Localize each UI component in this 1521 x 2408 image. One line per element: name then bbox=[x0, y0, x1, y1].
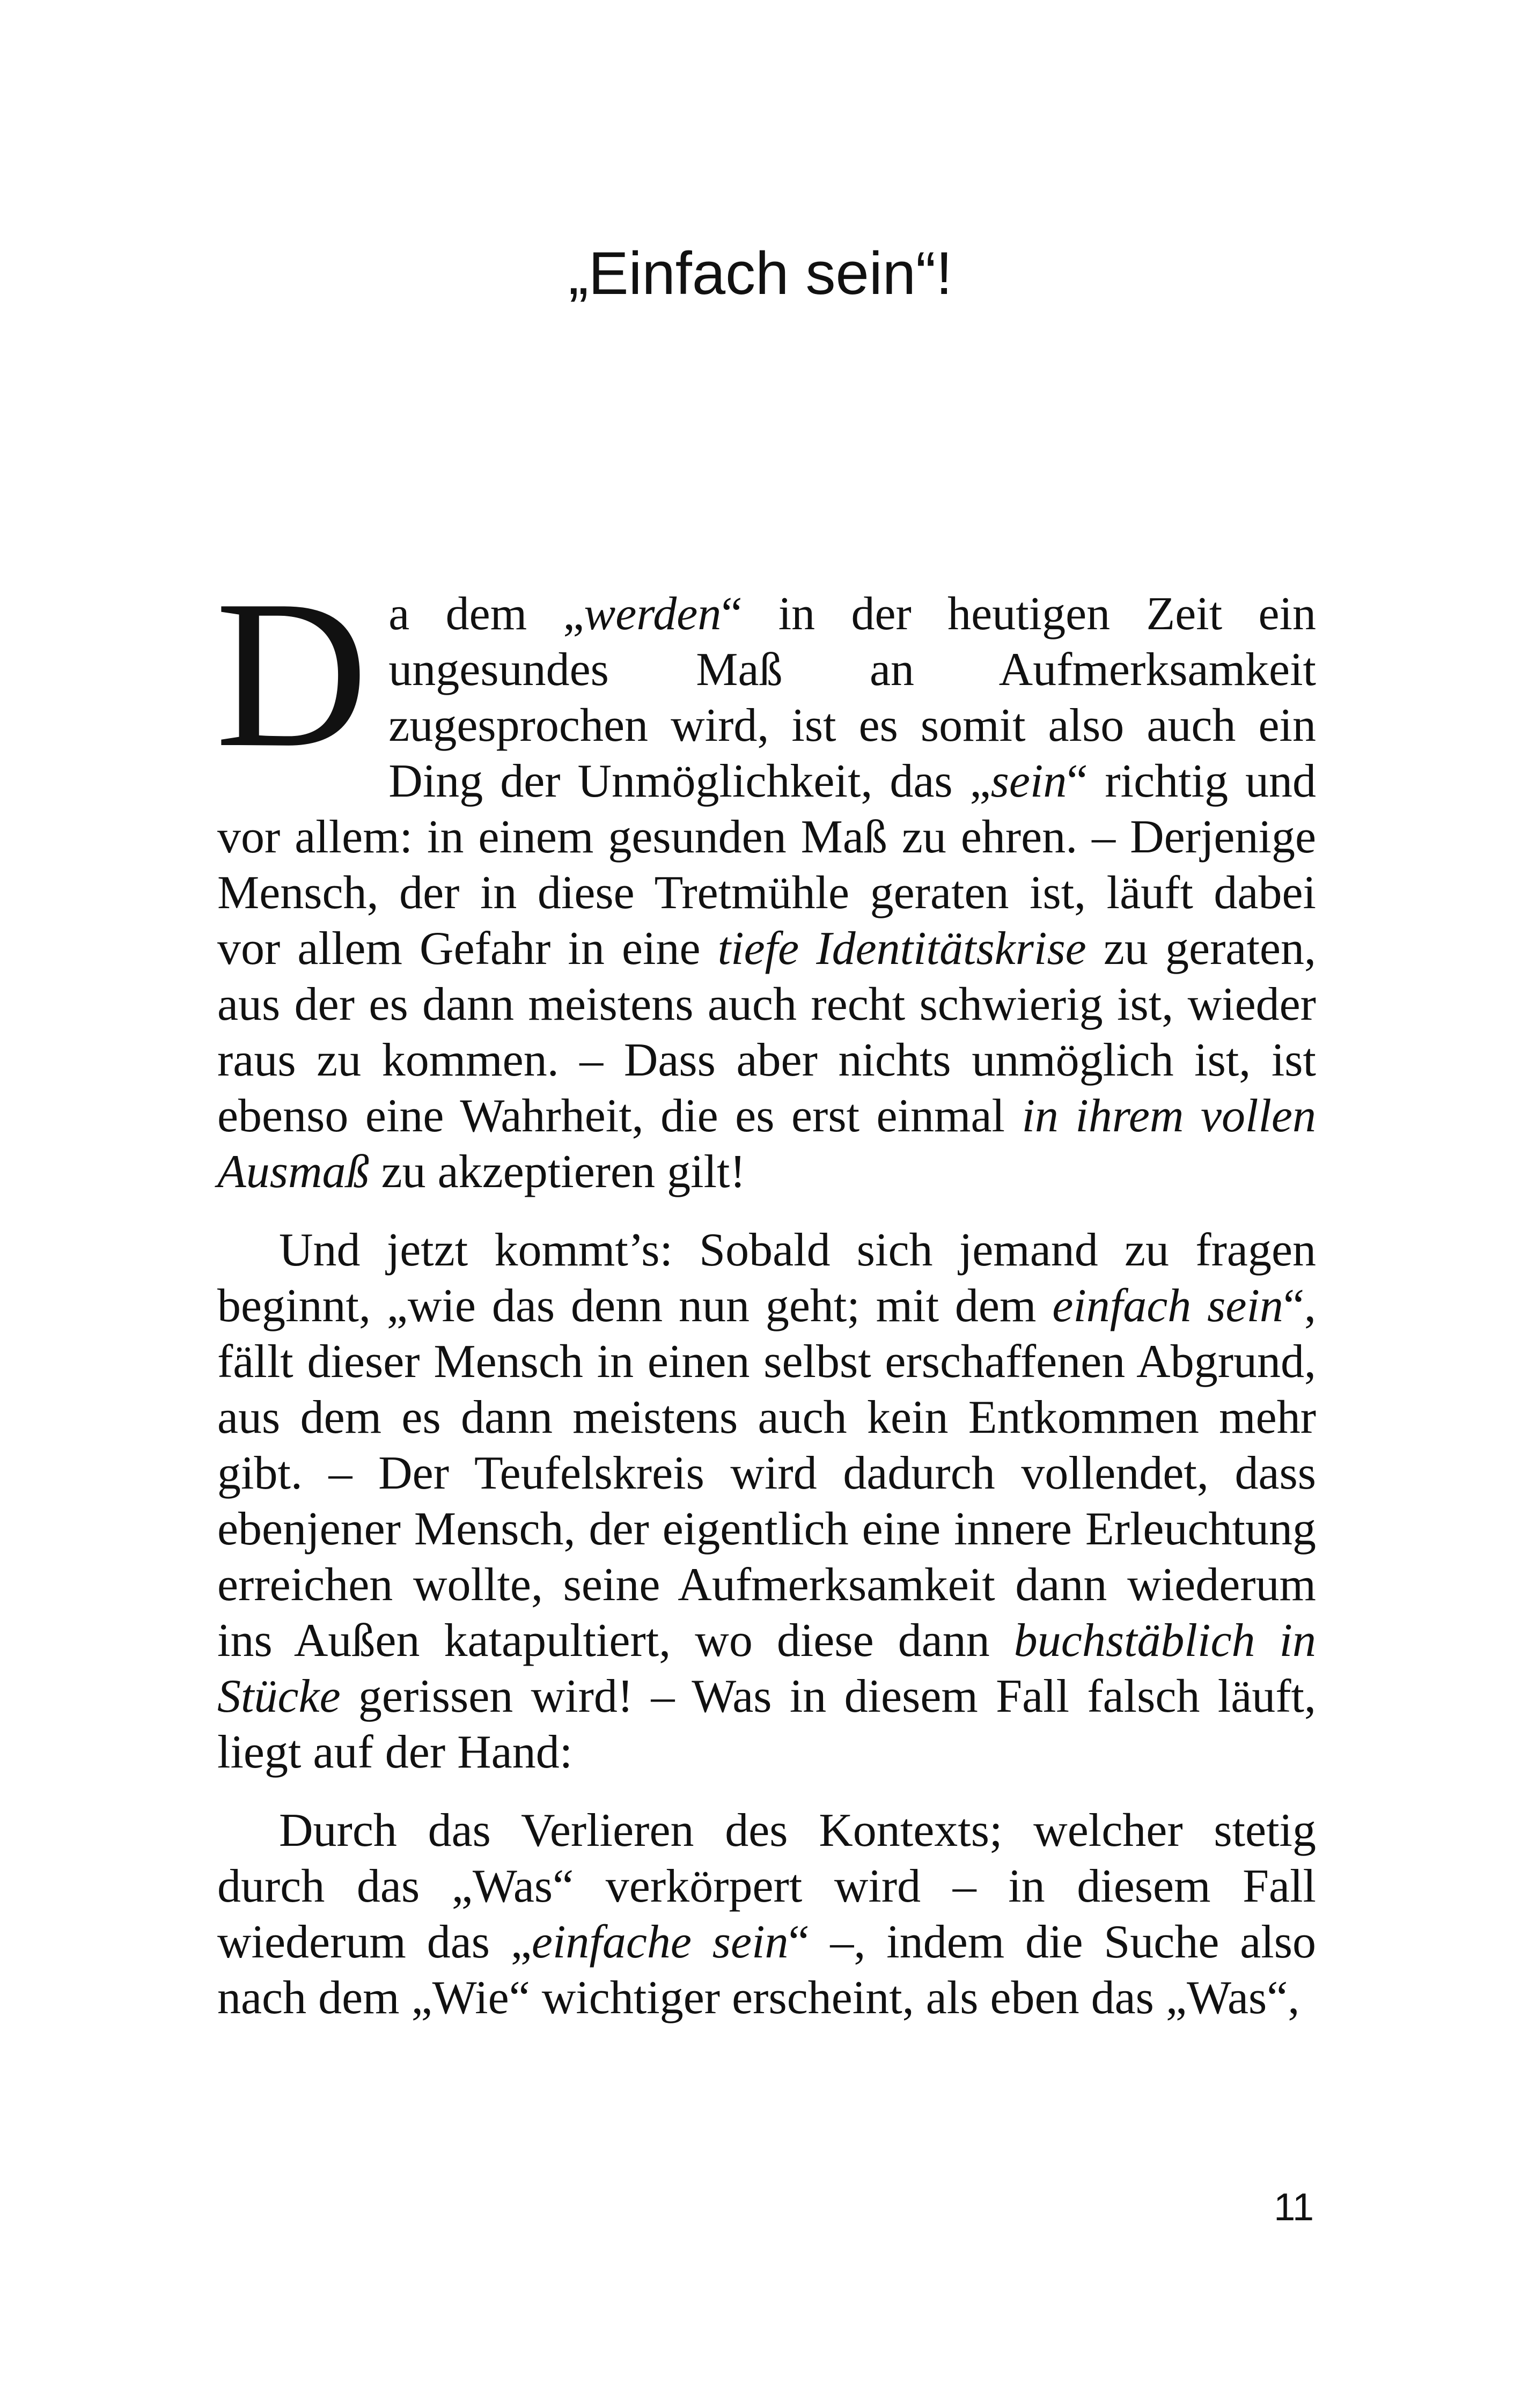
text-run: zu akzeptieren gilt! bbox=[369, 1146, 746, 1198]
italic-run: werden bbox=[584, 588, 722, 640]
paragraph-1 bbox=[215, 557, 1317, 1200]
text-run: Durch das Verlieren des Kontexts; welcher stetig durch das „Was“ verkörpert wird – in diesem Fall wiederum das „ bbox=[217, 1805, 1316, 1968]
text-run: a dem „ bbox=[388, 588, 584, 640]
text-run: “, fällt dieser Mensch in einen selbst erschaffenen Abgrund, aus dem es dann meistens auch kein Entkommen mehr gibt. – Der Teufelskreis wird dadurch vollendet, dass ebenjener Mensch, der eigentlich eine innere Erleuchtung erreichen wollte, seine Aufmerksamkeit dann wiederum ins Außen katapultiert, wo diese dann bbox=[217, 1280, 1316, 1667]
chapter-title: „Einfach sein“! bbox=[568, 240, 953, 307]
text-run: “ richtig und vor allem: in einem gesunden Maß zu ehren. – Derjenige Mensch, der in diese Tretmühle geraten ist, läuft dabei vor allem Gefahr in eine bbox=[217, 755, 1316, 975]
italic-run: tiefe Identitätskrise bbox=[717, 923, 1086, 975]
italic-run: sein bbox=[990, 755, 1067, 807]
text-run: Und jetzt kommt’s: Sobald sich jemand zu fragen beginnt, „wie das denn nun geht; mit dem bbox=[217, 1224, 1316, 1332]
text-run: gerissen wird! – Was in diesem Fall falsch läuft, liegt auf der Hand: bbox=[217, 1670, 1316, 1778]
paragraph-2 bbox=[217, 1223, 1316, 1780]
italic-run: einfach sein bbox=[1052, 1280, 1283, 1332]
text-run: “ –, indem die Suche also nach dem „Wie“ wichtiger erscheint, als eben das „Was“, bbox=[217, 1916, 1317, 2024]
italic-run: buchstäblich in Stücke bbox=[217, 1615, 1316, 1722]
italic-run: in ihrem vollen Ausmaß bbox=[217, 1090, 1316, 1198]
page-number: 11 bbox=[1274, 2186, 1314, 2229]
text-run: “ in der heutigen Zeit ein ungesundes Maß an Aufmerksamkeit zugesprochen wird, ist es somit also auch ein Ding der Unmöglichkeit, das „ bbox=[388, 588, 1317, 807]
drop-cap: D bbox=[215, 557, 369, 791]
text-run: zu geraten, aus der es dann meistens auch recht schwierig ist, wieder raus zu kommen. – Dass aber nichts unmöglich ist, ist ebenso eine Wahrheit, die es erst einmal bbox=[217, 923, 1316, 1142]
body-text bbox=[215, 557, 1317, 2026]
paragraph-3 bbox=[217, 1803, 1316, 2026]
italic-run: einfache sein bbox=[531, 1916, 789, 1968]
